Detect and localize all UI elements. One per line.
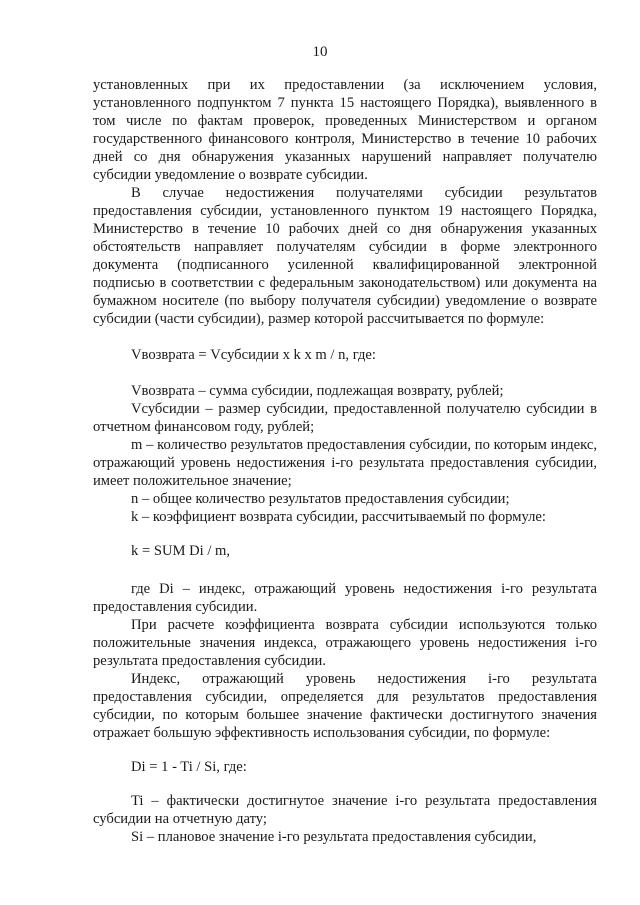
paragraph-positive-values: При расчете коэффициента возврата субсидии используются только положительные значения индекса, отражающего уровень недостижения i-го результата предоставления субсидии.: [93, 617, 597, 669]
page-number: 10: [312, 44, 328, 60]
paragraph-non-achievement: В случае недостижения получателями субсидии результатов предоставления субсидии, установленного пунктом 19 настоящего Порядка, Министерство в течение 10 рабочих дней со дня обнаружения указанных обстоятельств направляет получателям субсидии в форме электронного документа (подписанного усиленной квалифицированной электронной подписью в соответствии с федеральным законодательством) или документа на бумажном носителе (по выбору получателя субсидии) уведомление о возврате субсидии (части субсидии), размер которой рассчитывается по формуле:: [93, 185, 597, 327]
definition-n: n – общее количество результатов предоставления субсидии;: [131, 491, 510, 507]
definition-v-refund: Vвозврата – сумма субсидии, подлежащая возврату, рублей;: [131, 383, 504, 399]
definition-ti: Ti – фактически достигнутое значение i-го результата предоставления субсидии на отчетную дату;: [93, 793, 597, 827]
formula-k: k = SUM Di / m,: [131, 543, 231, 559]
definition-di: где Di – индекс, отражающий уровень недостижения i-го результата предоставления субсидии.: [93, 581, 597, 615]
paragraph-index-definition: Индекс, отражающий уровень недостижения i-го результата предоставления субсидии, определяется для результатов предоставления субсидии, по которым большее значение фактически достигнутого значения отражает большую эффективность использования субсидии, по формуле:: [93, 671, 597, 741]
definition-m: m – количество результатов предоставления субсидии, по которым индекс, отражающий уровень недостижения i-го результата предоставления субсидии, имеет положительное значение;: [93, 437, 597, 489]
definition-k: k – коэффициент возврата субсидии, рассчитываемый по формуле:: [131, 509, 546, 525]
definition-si: Si – плановое значение i-го результата предоставления субсидии,: [131, 829, 537, 845]
formula-refund-amount: Vвозврата = Vсубсидии x k x m / n, где:: [131, 347, 376, 363]
document-body: [93, 76, 597, 846]
paragraph-violation-notice: установленных при их предоставлении (за исключением условия, установленного подпунктом 7 пункта 15 настоящего Порядка), выявленного в том числе по фактам проверок, проведенных Министерством и органом государственного финансового контроля, Министерство в течение 10 рабочих дней со дня обнаружения указанных нарушений направляет получателю субсидии уведомление о возврате субсидии.: [93, 77, 597, 183]
definition-v-subsidy: Vсубсидии – размер субсидии, предоставленной получателю субсидии в отчетном финансовом году, рублей;: [93, 401, 597, 435]
formula-di: Di = 1 - Ti / Si, где:: [131, 759, 247, 775]
